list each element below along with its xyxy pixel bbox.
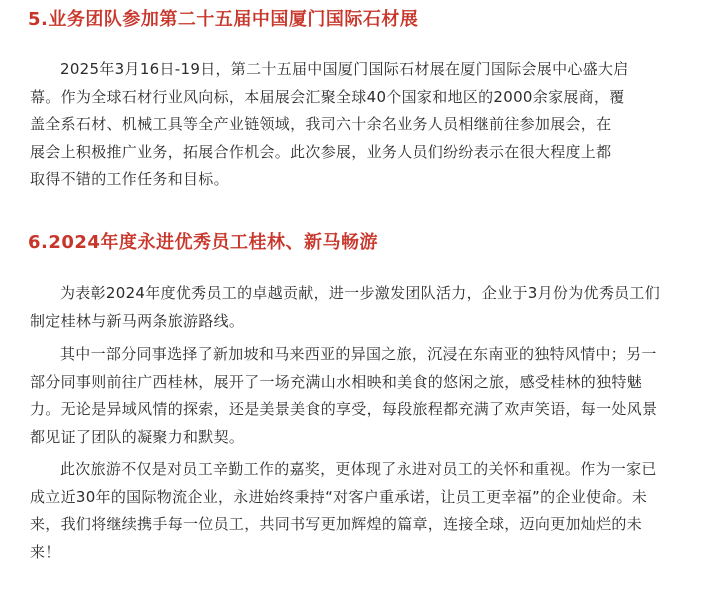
paragraph-line: 为表彰2024年度优秀员工的卓越贡献，进一步激发团队活力，企业于3月份为优秀员工们: [60, 284, 661, 302]
paragraph-line: 部分同事则前往广西桂林，展开了一场充满山水相映和美食的悠闲之旅，感受桂林的独特魅: [30, 372, 643, 391]
paragraph-trip-intro: [30, 280, 694, 335]
paragraph-line: 来，我们将继续携手每一位员工，共同书写更加辉煌的篇章，连接全球，迈向更加灿烂的未: [30, 515, 643, 533]
paragraph-line: 来！: [30, 542, 61, 561]
paragraph-line: 盖全系石材、机械工具等全产业链领域，我司六十余名业务人员相继前往参加展会，在: [30, 115, 612, 133]
paragraph-line: 此次旅游不仅是对员工辛勤工作的嘉奖，更体现了永进对员工的关怀和重视。作为一家已: [60, 460, 657, 478]
paragraph-line: 其中一部分同事选择了新加坡和马来西亚的异国之旅，沉浸在东南亚的独特风情中；另一: [60, 345, 657, 363]
paragraph-line: 都见证了团队的凝聚力和默契。: [30, 427, 245, 446]
section-heading-employee-trip: 6.2024年度永进优秀员工桂林、新马畅游: [28, 232, 378, 253]
paragraph-line: 取得不错的工作任务和目标。: [30, 170, 229, 188]
paragraph-line: 制定桂林与新马两条旅游路线。: [30, 311, 245, 330]
paragraph-trip-conclusion: [30, 456, 694, 566]
paragraph-line: 成立近30年的国际物流企业，永进始终秉持“对客户重承诺，让员工更幸福”的企业使命。未: [30, 487, 648, 506]
paragraph-line: 展会上积极推广业务，拓展合作机会。此次参展，业务人员们纷纷表示在很大程度上都: [30, 142, 612, 161]
paragraph-stone-expo: [30, 56, 694, 194]
section-heading-stone-expo: 5.业务团队参加第二十五届中国厦门国际石材展: [28, 9, 419, 30]
paragraph-trip-details: [30, 341, 694, 451]
paragraph-line: 2025年3月16日-19日，第二十五届中国厦门国际石材展在厦门国际会展中心盛大启: [60, 60, 629, 78]
paragraph-line: 幕。作为全球石材行业风向标，本届展会汇聚全球40个国家和地区的2000余家展商，覆: [30, 87, 625, 106]
paragraph-line: 力。无论是异域风情的探索，还是美景美食的享受，每段旅程都充满了欢声笑语，每一处风景: [30, 400, 658, 418]
